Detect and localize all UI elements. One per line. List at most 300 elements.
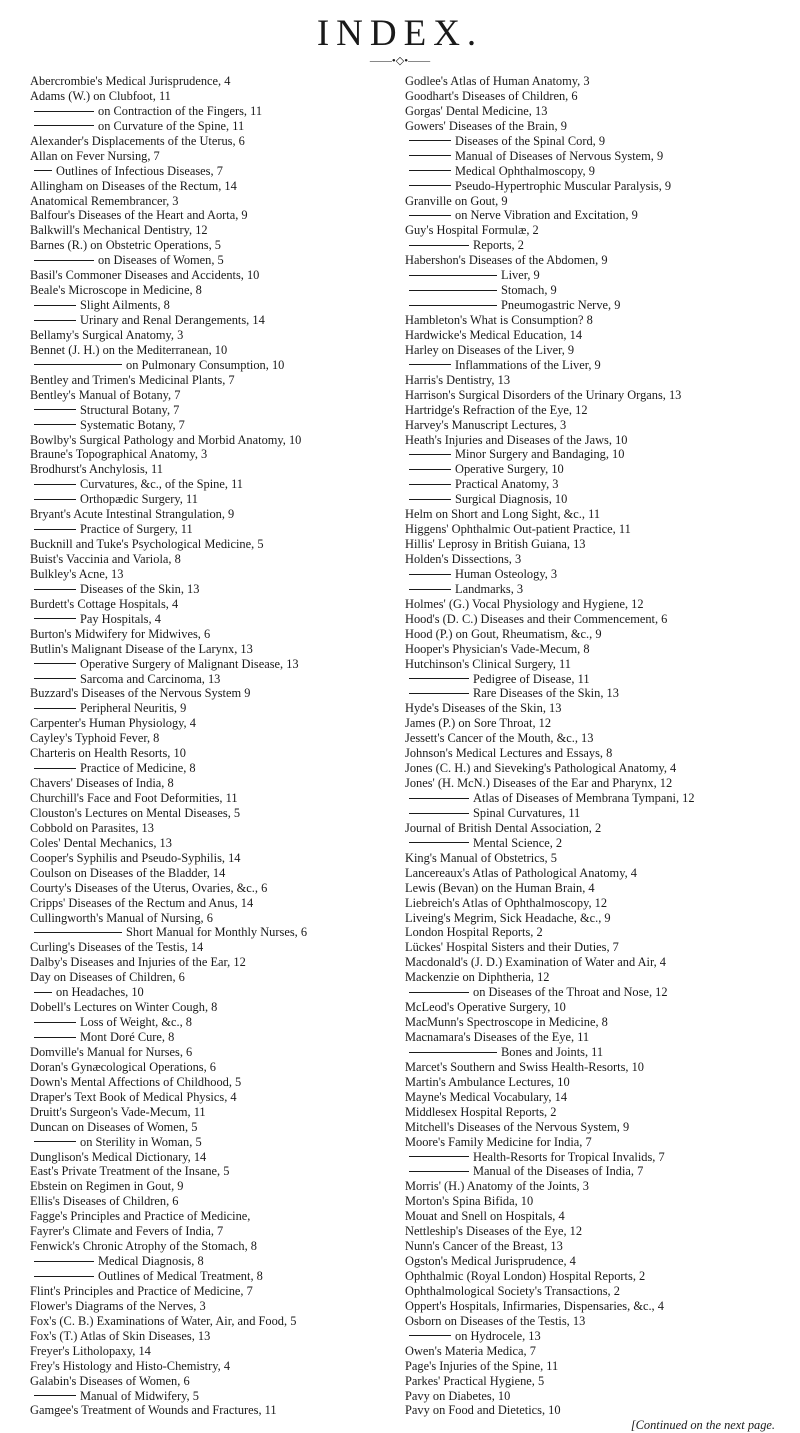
index-entry-text: Domville's Manual for Nurses, 6 (30, 1044, 193, 1059)
ditto-dash (409, 1171, 469, 1172)
index-entry (30, 179, 410, 194)
index-entry-text: Parkes' Practical Hygiene, 5 (405, 1373, 545, 1388)
index-entry-text: Inflammations of the Liver, 9 (455, 357, 601, 372)
index-entry (405, 836, 785, 851)
index-entry (30, 1105, 410, 1120)
index-entry-text: Churchill's Face and Foot Deformities, 11 (30, 791, 238, 805)
index-entry-text: Hooper's Physician's Vade-Mecum, 8 (405, 641, 590, 656)
index-entry (30, 358, 410, 373)
index-entry-text: Moore's Family Medicine for India, 7 (405, 1134, 592, 1149)
index-entry-text: Manual of the Diseases of India, 7 (473, 1164, 644, 1179)
index-entry (30, 1359, 410, 1374)
index-entry (30, 313, 410, 328)
index-entry-text: Coles' Dental Mechanics, 13 (30, 835, 172, 850)
index-entry (30, 1194, 410, 1209)
index-entry-text: Gowers' Diseases of the Brain, 9 (405, 118, 567, 133)
index-entry (405, 283, 785, 298)
index-entry-text: Practice of Medicine, 8 (80, 761, 196, 776)
ditto-dash (34, 1022, 76, 1023)
index-entry-text: Mouat and Snell on Hospitals, 4 (405, 1209, 565, 1224)
ditto-dash (409, 140, 451, 141)
index-entry (405, 433, 785, 448)
index-entry-text: Bucknill and Tuke's Psychological Medicine, 5 (30, 537, 264, 552)
index-entry-text: Down's Mental Affections of Childhood, 5 (30, 1074, 242, 1089)
index-entry-text: Orthopædic Surgery, 11 (80, 492, 198, 507)
index-entry-text: Landmarks, 3 (455, 581, 524, 596)
index-entry (30, 567, 410, 582)
ditto-dash (34, 1395, 76, 1396)
ditto-dash (34, 409, 76, 410)
index-entry-text: Alexander's Displacements of the Uterus, 6 (30, 133, 245, 148)
index-entry (30, 1254, 410, 1269)
index-entry (30, 1269, 410, 1284)
index-entry (405, 672, 785, 687)
index-entry (30, 896, 410, 911)
index-entry (405, 806, 785, 821)
index-entry-text: Gamgee's Treatment of Wounds and Fractures, 11 (30, 1403, 277, 1418)
index-entry-text: Jones (C. H.) and Sieveking's Pathological Anatomy, 4 (405, 761, 677, 776)
index-entry-text: Harrison's Surgical Disorders of the Urinary Organs, 13 (405, 387, 682, 402)
index-entry (405, 881, 785, 896)
index-entry-text: Spinal Curvatures, 11 (473, 805, 581, 820)
index-entry-text: Doran's Gynæcological Operations, 6 (30, 1059, 216, 1074)
index-entry (30, 268, 410, 283)
ditto-dash (34, 1141, 76, 1142)
ditto-dash (34, 499, 76, 500)
index-entry-text: Hartridge's Refraction of the Eye, 12 (405, 402, 588, 417)
index-entry-text: on Pulmonary Consumption, 10 (126, 357, 285, 372)
index-entry-text: Structural Botany, 7 (80, 402, 180, 417)
index-entry-text: Brodhurst's Anchylosis, 11 (30, 462, 163, 477)
index-entry (405, 701, 785, 716)
index-entry-text: Systematic Botany, 7 (80, 417, 185, 432)
index-entry-text: Pavy on Food and Dietetics, 10 (405, 1403, 561, 1418)
index-entry (30, 1030, 410, 1045)
index-entry-text: Fenwick's Chronic Atrophy of the Stomach, 8 (30, 1239, 257, 1254)
index-entry (30, 851, 410, 866)
ditto-dash (409, 170, 451, 171)
index-entry (30, 1374, 410, 1389)
index-entry (30, 298, 410, 313)
ditto-dash (409, 290, 497, 291)
index-entry-text: Day on Diseases of Children, 6 (30, 970, 185, 985)
index-entry (30, 597, 410, 612)
index-entry-text: Harvey's Manuscript Lectures, 3 (405, 417, 567, 432)
index-entry-text: Allingham on Diseases of the Rectum, 14 (30, 178, 237, 193)
index-entry-text: Gorgas' Dental Medicine, 13 (405, 103, 548, 118)
index-entry-text: Liebreich's Atlas of Ophthalmoscopy, 12 (405, 895, 608, 910)
title-ornament: ——•◇•—— (369, 55, 431, 67)
index-entry (405, 1314, 785, 1329)
index-entry (405, 567, 785, 582)
index-entry (405, 582, 785, 597)
index-entry (405, 134, 785, 149)
index-entry-text: Jessett's Cancer of the Mouth, &c., 13 (405, 731, 594, 746)
index-entry (405, 627, 785, 642)
index-entry (405, 447, 785, 462)
index-entry-text: Anatomical Remembrancer, 3 (30, 193, 179, 208)
index-entry-text: Butlin's Malignant Disease of the Larynx, 13 (30, 641, 253, 656)
ditto-dash (34, 1037, 76, 1038)
index-entry-text: Liveing's Megrim, Sick Headache, &c., 9 (405, 910, 611, 925)
index-entry-text: Pay Hospitals, 4 (80, 611, 161, 626)
index-entry-text: Hyde's Diseases of the Skin, 13 (405, 701, 562, 716)
ditto-dash (409, 1156, 469, 1157)
index-entry (405, 74, 785, 89)
index-entry-text: Allan on Fever Nursing, 7 (30, 148, 160, 163)
index-entry-text: Human Osteology, 3 (455, 566, 558, 581)
index-entry-text: Duncan on Diseases of Women, 5 (30, 1119, 198, 1134)
index-entry (405, 1150, 785, 1165)
index-entry-text: Barnes (R.) on Obstetric Operations, 5 (30, 238, 221, 253)
index-entry (405, 716, 785, 731)
index-entry-text: Rare Diseases of the Skin, 13 (473, 686, 619, 701)
index-entry-text: on Diseases of the Throat and Nose, 12 (473, 985, 668, 1000)
index-entry-text: Johnson's Medical Lectures and Essays, 8 (405, 746, 613, 761)
index-entry-text: on Curvature of the Spine, 11 (98, 118, 245, 133)
index-entry-text: Holden's Dissections, 3 (405, 552, 522, 566)
index-entry (30, 1314, 410, 1329)
index-entry (30, 403, 410, 418)
index-column-right (405, 74, 785, 1433)
index-entry (30, 627, 410, 642)
index-entry (405, 1045, 785, 1060)
index-entry (405, 866, 785, 881)
ditto-dash (34, 708, 76, 709)
index-entry-text: Buzzard's Diseases of the Nervous System 9 (30, 686, 251, 701)
index-entry-text: Outlines of Medical Treatment, 8 (98, 1269, 263, 1283)
index-entry-text: Bentley's Manual of Botany, 7 (30, 387, 181, 402)
index-entry-text: Granville on Gout, 9 (405, 193, 508, 208)
index-entry (405, 761, 785, 776)
index-entry (405, 268, 785, 283)
index-entry (405, 1179, 785, 1194)
index-entry (30, 1135, 410, 1150)
index-entry (405, 970, 785, 985)
ditto-dash (409, 574, 451, 575)
index-entry-text: Braune's Topographical Anatomy, 3 (30, 447, 208, 462)
ditto-dash (34, 364, 122, 365)
index-entry-text: Bellamy's Surgical Anatomy, 3 (30, 327, 184, 342)
index-entry (30, 1164, 410, 1179)
ditto-dash (409, 813, 469, 814)
index-entry (405, 358, 785, 373)
index-entry (405, 373, 785, 388)
index-entry (405, 851, 785, 866)
index-entry-text: Dalby's Diseases and Injuries of the Ear, 12 (30, 955, 246, 970)
ditto-dash (34, 992, 52, 993)
index-entry (405, 194, 785, 209)
index-entry-text: Chavers' Diseases of India, 8 (30, 776, 174, 791)
index-entry (30, 940, 410, 955)
index-entry (30, 642, 410, 657)
index-entry (405, 492, 785, 507)
index-entry (30, 1179, 410, 1194)
ditto-dash (409, 155, 451, 156)
index-entry-text: Health-Resorts for Tropical Invalids, 7 (473, 1149, 665, 1164)
index-entry (405, 1075, 785, 1090)
index-entry-text: Jones' (H. McN.) Diseases of the Ear and Pharynx, 12 (405, 776, 673, 791)
index-entry (30, 1045, 410, 1060)
index-entry (405, 343, 785, 358)
index-entry (405, 955, 785, 970)
index-entry-text: Osborn on Diseases of the Testis, 13 (405, 1313, 586, 1328)
index-entry (405, 1194, 785, 1209)
index-entry-text: Hood's (D. C.) Diseases and their Commencement, 6 (405, 611, 668, 626)
index-entry (405, 1209, 785, 1224)
ditto-dash (409, 305, 497, 306)
index-entry (30, 776, 410, 791)
ditto-dash (409, 693, 469, 694)
index-entry-text: Fox's (T.) Atlas of Skin Diseases, 13 (30, 1328, 211, 1343)
ditto-dash (34, 484, 76, 485)
index-entry (30, 761, 410, 776)
index-entry-text: MacMunn's Spectroscope in Medicine, 8 (405, 1015, 608, 1030)
index-entry (405, 418, 785, 433)
index-entry (30, 866, 410, 881)
index-entry-text: Carpenter's Human Physiology, 4 (30, 716, 196, 731)
index-entry (405, 537, 785, 552)
ditto-dash (34, 589, 76, 590)
index-entry (30, 836, 410, 851)
index-entry (405, 149, 785, 164)
index-entry (30, 746, 410, 761)
index-entry-text: Pedigree of Disease, 11 (473, 671, 590, 686)
index-entry-text: Courty's Diseases of the Uterus, Ovaries, &c., 6 (30, 880, 268, 895)
index-entry (30, 507, 410, 522)
index-entry (405, 313, 785, 328)
index-entry (30, 492, 410, 507)
index-entry (405, 940, 785, 955)
ditto-dash (34, 1276, 94, 1277)
ditto-dash (409, 245, 469, 246)
index-entry-text: Practical Anatomy, 3 (455, 477, 559, 492)
ditto-dash (409, 275, 497, 276)
index-entry-text: Outlines of Infectious Diseases, 7 (56, 163, 223, 178)
index-entry-text: Manual of Diseases of Nervous System, 9 (455, 148, 664, 163)
index-entry-text: Middlesex Hospital Reports, 2 (405, 1104, 557, 1119)
index-entry (405, 522, 785, 537)
index-entry (30, 1209, 410, 1224)
index-entry-text: Macnamara's Diseases of the Eye, 11 (405, 1030, 590, 1044)
index-entry (30, 911, 410, 926)
index-entry (30, 657, 410, 672)
index-entry-text: Diseases of the Spinal Cord, 9 (455, 133, 606, 148)
index-entry-text: Flint's Principles and Practice of Medicine, 7 (30, 1283, 253, 1298)
index-entry (405, 1299, 785, 1314)
index-entry (30, 328, 410, 343)
index-entry-text: Cobbold on Parasites, 13 (30, 820, 154, 835)
index-entry-text: on Headaches, 10 (56, 985, 144, 1000)
ditto-dash (409, 215, 451, 216)
index-entry-text: Lancereaux's Atlas of Pathological Anatomy, 4 (405, 865, 637, 880)
index-entry-text: Curvatures, &c., of the Spine, 11 (80, 477, 243, 492)
index-entry (30, 253, 410, 268)
index-entry-text: Curling's Diseases of the Testis, 14 (30, 940, 204, 955)
index-entry-text: Oppert's Hospitals, Infirmaries, Dispensaries, &c., 4 (405, 1298, 664, 1313)
index-entry-text: Ellis's Diseases of Children, 6 (30, 1194, 179, 1209)
ditto-dash (409, 364, 451, 365)
ditto-dash (409, 185, 451, 186)
index-entry (405, 1389, 785, 1404)
index-entry-text: Practice of Surgery, 11 (80, 522, 193, 537)
index-entry-text: Pseudo-Hypertrophic Muscular Paralysis, 9 (455, 178, 672, 193)
index-entry-text: Page's Injuries of the Spine, 11 (405, 1358, 559, 1373)
index-entry (30, 134, 410, 149)
index-entry (30, 1239, 410, 1254)
index-entry-text: Beale's Microscope in Medicine, 8 (30, 283, 202, 298)
index-entry-text: Journal of British Dental Association, 2 (405, 820, 602, 835)
index-entry (30, 1015, 410, 1030)
ditto-dash (409, 484, 451, 485)
index-entry-text: Cullingworth's Manual of Nursing, 6 (30, 910, 213, 925)
index-entry (405, 911, 785, 926)
index-entry-text: Dobell's Lectures on Winter Cough, 8 (30, 1000, 218, 1015)
index-entry (30, 433, 410, 448)
index-entry-text: Bentley and Trimen's Medicinal Plants, 7 (30, 372, 235, 387)
index-entry-text: King's Manual of Obstetrics, 5 (405, 850, 557, 865)
index-entry-text: Basil's Commoner Diseases and Accidents, 10 (30, 268, 260, 283)
index-entry (405, 1403, 785, 1418)
ditto-dash (34, 529, 76, 530)
index-entry-text: Heath's Injuries and Diseases of the Jaws, 10 (405, 432, 628, 447)
index-entry (405, 1344, 785, 1359)
index-entry-text: Balkwill's Mechanical Dentistry, 12 (30, 223, 208, 238)
index-entry (30, 791, 410, 806)
index-entry (405, 1374, 785, 1389)
index-entry (405, 1030, 785, 1045)
index-entry-text: Morton's Spina Bifida, 10 (405, 1194, 534, 1209)
index-entry (30, 925, 410, 940)
index-entry-text: Operative Surgery, 10 (455, 462, 564, 477)
index-entry (30, 1284, 410, 1299)
index-entry (30, 283, 410, 298)
ditto-dash (409, 1052, 497, 1053)
index-entry (30, 223, 410, 238)
index-entry-text: Nunn's Cancer of the Breast, 13 (405, 1239, 563, 1254)
ditto-dash (34, 305, 76, 306)
index-entry-text: Morris' (H.) Anatomy of the Joints, 3 (405, 1179, 589, 1194)
index-entry (405, 552, 785, 567)
index-entry-text: Bones and Joints, 11 (501, 1044, 604, 1059)
ditto-dash (34, 125, 94, 126)
index-entry (30, 104, 410, 119)
index-entry (30, 1344, 410, 1359)
index-entry (30, 537, 410, 552)
index-entry (405, 1359, 785, 1374)
index-entry (30, 672, 410, 687)
index-entry (405, 507, 785, 522)
index-entry-text: Stomach, 9 (501, 283, 557, 298)
index-entry (30, 731, 410, 746)
index-entry-text: Peripheral Neuritis, 9 (80, 701, 187, 716)
index-entry (30, 1000, 410, 1015)
index-entry (405, 1329, 785, 1344)
index-entry (405, 1164, 785, 1179)
index-entry-text: Draper's Text Book of Medical Physics, 4 (30, 1089, 237, 1104)
index-entry-text: Dunglison's Medical Dictionary, 14 (30, 1149, 207, 1164)
index-entry-text: Urinary and Renal Derangements, 14 (80, 313, 265, 327)
index-entry-text: Freyer's Litholopaxy, 14 (30, 1343, 151, 1358)
index-entry-text: Martin's Ambulance Lectures, 10 (405, 1074, 570, 1089)
index-entry (30, 1120, 410, 1135)
index-entry-text: Ogston's Medical Jurisprudence, 4 (405, 1254, 576, 1269)
index-entry-text: Goodhart's Diseases of Children, 6 (405, 88, 578, 103)
index-entry (30, 74, 410, 89)
ditto-dash (34, 320, 76, 321)
index-entry (405, 223, 785, 238)
index-entry-text: Reports, 2 (473, 238, 524, 253)
index-entry-text: Pavy on Diabetes, 10 (405, 1388, 511, 1403)
index-entry (405, 208, 785, 223)
index-entry-text: Hardwicke's Medical Education, 14 (405, 327, 583, 342)
index-entry (30, 1075, 410, 1090)
index-entry-text: Bowlby's Surgical Pathology and Morbid Anatomy, 10 (30, 432, 302, 447)
index-entry-text: Bulkley's Acne, 13 (30, 566, 124, 581)
ditto-dash (409, 499, 451, 500)
index-entry-text: Harris's Dentistry, 13 (405, 372, 511, 387)
index-entry (30, 1299, 410, 1314)
index-entry-text: Medical Diagnosis, 8 (98, 1254, 204, 1269)
ditto-dash (409, 798, 469, 799)
ditto-dash (34, 663, 76, 664)
index-entry-text: Diseases of the Skin, 13 (80, 581, 200, 596)
index-entry (405, 388, 785, 403)
index-entry (405, 642, 785, 657)
ditto-dash (34, 768, 76, 769)
index-entry (405, 597, 785, 612)
index-entry-text: Higgens' Ophthalmic Out-patient Practice, 11 (405, 522, 631, 537)
index-entry-text: Short Manual for Monthly Nurses, 6 (126, 925, 308, 940)
index-entry (405, 821, 785, 836)
ditto-dash (34, 678, 76, 679)
index-entry-text: James (P.) on Sore Throat, 12 (405, 716, 552, 731)
index-entry-text: Hambleton's What is Consumption? 8 (405, 313, 593, 327)
index-entry-text: Medical Ophthalmoscopy, 9 (455, 163, 595, 178)
index-entry (30, 1224, 410, 1239)
index-entry-text: Ophthalmic (Royal London) Hospital Reports, 2 (405, 1269, 646, 1283)
index-entry (405, 1015, 785, 1030)
page-title: INDEX. (316, 13, 484, 54)
index-entry (405, 925, 785, 940)
index-entry (405, 1254, 785, 1269)
index-entry-text: Balfour's Diseases of the Heart and Aorta, 9 (30, 208, 248, 223)
index-entry (405, 1135, 785, 1150)
index-entry (30, 821, 410, 836)
index-entry-text: Ophthalmological Society's Transactions, 2 (405, 1283, 620, 1298)
index-entry-text: on Diseases of Women, 5 (98, 253, 224, 268)
index-entry-text: Owen's Materia Medica, 7 (405, 1343, 536, 1358)
index-entry-text: Abercrombie's Medical Jurisprudence, 4 (30, 74, 231, 88)
ditto-dash (409, 678, 469, 679)
ditto-dash (34, 932, 122, 933)
index-entry (30, 238, 410, 253)
index-entry (30, 164, 410, 179)
index-entry (405, 1000, 785, 1015)
index-entry (30, 1403, 410, 1418)
index-entry-text: Fayrer's Climate and Fevers of India, 7 (30, 1224, 224, 1239)
index-entry (30, 1060, 410, 1075)
index-entry-text: Liver, 9 (501, 268, 540, 283)
index-entry (30, 89, 410, 104)
index-entry-text: Godlee's Atlas of Human Anatomy, 3 (405, 74, 590, 88)
index-entry-text: Mitchell's Diseases of the Nervous System, 9 (405, 1119, 630, 1134)
index-entry-text: East's Private Treatment of the Insane, 5 (30, 1164, 230, 1179)
index-entry (405, 776, 785, 791)
index-entry (405, 238, 785, 253)
index-entry-text: Coulson on Diseases of the Bladder, 14 (30, 865, 226, 880)
index-entry (30, 716, 410, 731)
